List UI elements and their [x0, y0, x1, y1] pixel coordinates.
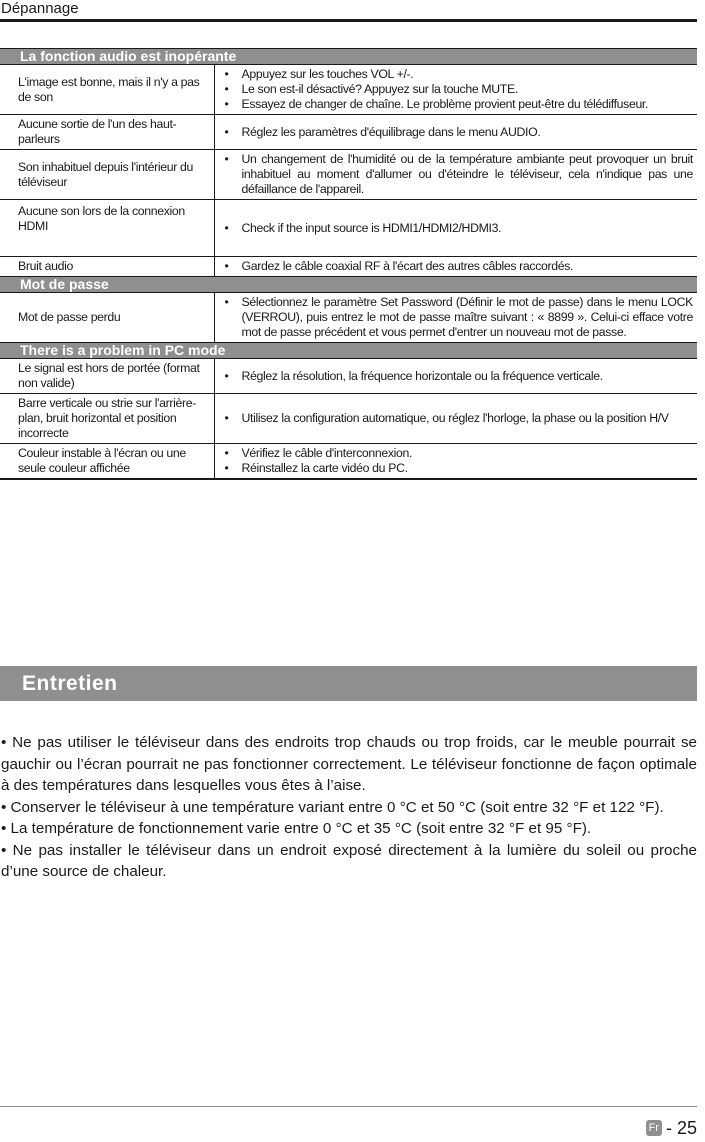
- solution-item: • Un changement de l'humidité ou de la température ambiante peut provoquer un bruit inhabituel au moment d'allumer ou d'éteindre le téléviseur, cela n'indique pas une défaillance de l'appareil.: [225, 152, 694, 197]
- solution-cell: [214, 150, 697, 200]
- solution-item: • Le son est-il désactivé? Appuyez sur la touche MUTE.: [225, 82, 694, 97]
- table-row: [0, 394, 697, 444]
- solution-item: • Appuyez sur les touches VOL +/-.: [225, 67, 694, 82]
- table-row: [0, 293, 697, 343]
- entretien-title: Entretien: [22, 672, 118, 695]
- page-footer: [646, 1118, 697, 1138]
- footer-divider: [0, 1106, 697, 1107]
- solution-item: • Sélectionnez le paramètre Set Password (Définir le mot de passe) dans le menu LOCK (VERROU), puis entrez le mot de passe maître suivant : « 8899 ». Celui-ci efface votre mot de passe précédent et vous permet d'entrer un nouveau mot de passe.: [225, 295, 694, 340]
- table-row: [0, 257, 697, 277]
- entretien-body: [1, 732, 697, 883]
- problem-cell: Son inhabituel depuis l'intérieur du téléviseur: [0, 150, 214, 200]
- solution-cell: [214, 359, 697, 394]
- solution-item: • Utilisez la configuration automatique, ou réglez l'horloge, la phase ou la position H/V: [225, 411, 694, 426]
- entretien-paragraph: • Conserver le téléviseur à une température variant entre 0 °C et 50 °C (soit entre 32 °F et 122 °F).: [1, 798, 664, 816]
- solution-cell: [214, 394, 697, 444]
- troubleshooting-table: [0, 48, 697, 480]
- entretien-paragraph: • Ne pas installer le téléviseur dans un endroit exposé directement à la lumière du soleil ou proche d’une source de chaleur.: [1, 841, 697, 880]
- problem-cell: Bruit audio: [0, 257, 214, 277]
- solution-cell: [214, 293, 697, 343]
- solution-item: • Réglez les paramètres d'équilibrage dans le menu AUDIO.: [225, 125, 694, 140]
- problem-cell: Mot de passe perdu: [0, 293, 214, 343]
- table-row: [0, 200, 697, 257]
- solution-item: • Réinstallez la carte vidéo du PC.: [225, 461, 694, 476]
- table-row: [0, 150, 697, 200]
- problem-cell: Couleur instable à l'écran ou une seule couleur affichée: [0, 444, 214, 480]
- problem-cell: Aucune son lors de la connexion HDMI: [0, 200, 214, 257]
- problem-cell: Aucune sortie de l'un des haut-parleurs: [0, 115, 214, 150]
- solution-item: • Gardez le câble coaxial RF à l'écart des autres câbles raccordés.: [225, 259, 694, 274]
- page-number: - 25: [665, 1118, 697, 1138]
- solution-cell: [214, 65, 697, 115]
- solution-cell: [214, 257, 697, 277]
- entretien-paragraph: • Ne pas utiliser le téléviseur dans des endroits trop chauds ou trop froids, car le meuble pourrait se gauchir ou l’écran pourrait ne pas fonctionner correctement. Le téléviseur fonctionne de façon optimale à des températures dans lesquelles vous êtes à l’aise.: [1, 734, 697, 794]
- table-row: [0, 115, 697, 150]
- language-badge: Fr: [646, 1120, 662, 1136]
- solution-cell: [214, 200, 697, 257]
- page-title: Dépannage: [0, 0, 697, 22]
- solution-item: • Réglez la résolution, la fréquence horizontale ou la fréquence verticale.: [225, 369, 694, 384]
- solution-item: • Check if the input source is HDMI1/HDMI2/HDMI3.: [225, 221, 694, 236]
- entretien-section-header: [0, 666, 697, 701]
- solution-item: • Vérifiez le câble d'interconnexion.: [225, 446, 694, 461]
- table-row: [0, 65, 697, 115]
- problem-cell: Le signal est hors de portée (format non valide): [0, 359, 214, 394]
- problem-cell: Barre verticale ou strie sur l'arrière-plan, bruit horizontal et position incorrecte: [0, 394, 214, 444]
- entretien-paragraph: • La température de fonctionnement varie entre 0 °C et 35 °C (soit entre 32 °F et 95 °F).: [1, 820, 592, 837]
- solution-cell: [214, 444, 697, 480]
- section-header: La fonction audio est inopérante: [0, 49, 697, 65]
- problem-cell: L'image est bonne, mais il n'y a pas de son: [0, 65, 214, 115]
- section-header: There is a problem in PC mode: [0, 343, 697, 359]
- table-row: [0, 444, 697, 480]
- solution-cell: [214, 115, 697, 150]
- table-row: [0, 359, 697, 394]
- section-header: Mot de passe: [0, 277, 697, 293]
- solution-item: • Essayez de changer de chaîne. Le problème provient peut-être du télédiffuseur.: [225, 97, 694, 112]
